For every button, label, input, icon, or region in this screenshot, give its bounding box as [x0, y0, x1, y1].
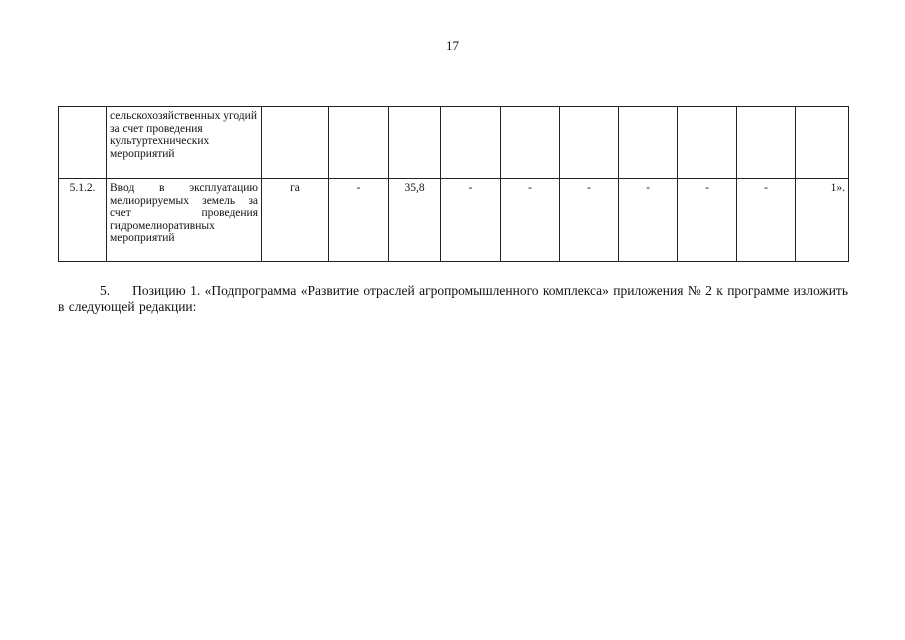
table-row — [59, 107, 849, 179]
value-cell — [737, 107, 796, 179]
unit-cell: га — [262, 179, 329, 262]
value-cell — [796, 107, 849, 179]
unit-cell — [262, 107, 329, 179]
value-cell: - — [501, 179, 560, 262]
value-cell — [560, 107, 619, 179]
row-description-cell: Ввод в эксплуатацию мелиорируемых земель за счет проведения гидромелиоративных мероприятий — [107, 179, 262, 262]
row-number-cell: 5.1.2. — [59, 179, 107, 262]
page-number: 17 — [446, 38, 459, 53]
value-cell — [441, 107, 501, 179]
value-cell: - — [441, 179, 501, 262]
table-row — [59, 179, 849, 262]
paragraph-number: 5. — [100, 283, 111, 298]
value-cell: - — [737, 179, 796, 262]
row-description-cell: сельскохозяйственных угодий за счет проведения культуртехнических мероприятий — [107, 107, 262, 179]
value-cell — [619, 107, 678, 179]
value-cell — [501, 107, 560, 179]
value-cell: 35,8 — [389, 179, 441, 262]
value-cell: 1». — [796, 179, 849, 262]
value-cell: - — [329, 179, 389, 262]
value-cell — [329, 107, 389, 179]
value-cell: - — [678, 179, 737, 262]
value-cell: - — [619, 179, 678, 262]
amendment-paragraph — [58, 283, 848, 315]
paragraph-text: Позицию 1. «Подпрограмма «Развитие отраслей агропромышленного комплекса» приложения № 2 к программе изложить в следующей редакции: — [58, 283, 848, 314]
row-number-cell — [59, 107, 107, 179]
value-cell — [678, 107, 737, 179]
value-cell: - — [560, 179, 619, 262]
value-cell — [389, 107, 441, 179]
indicators-table — [58, 106, 849, 262]
